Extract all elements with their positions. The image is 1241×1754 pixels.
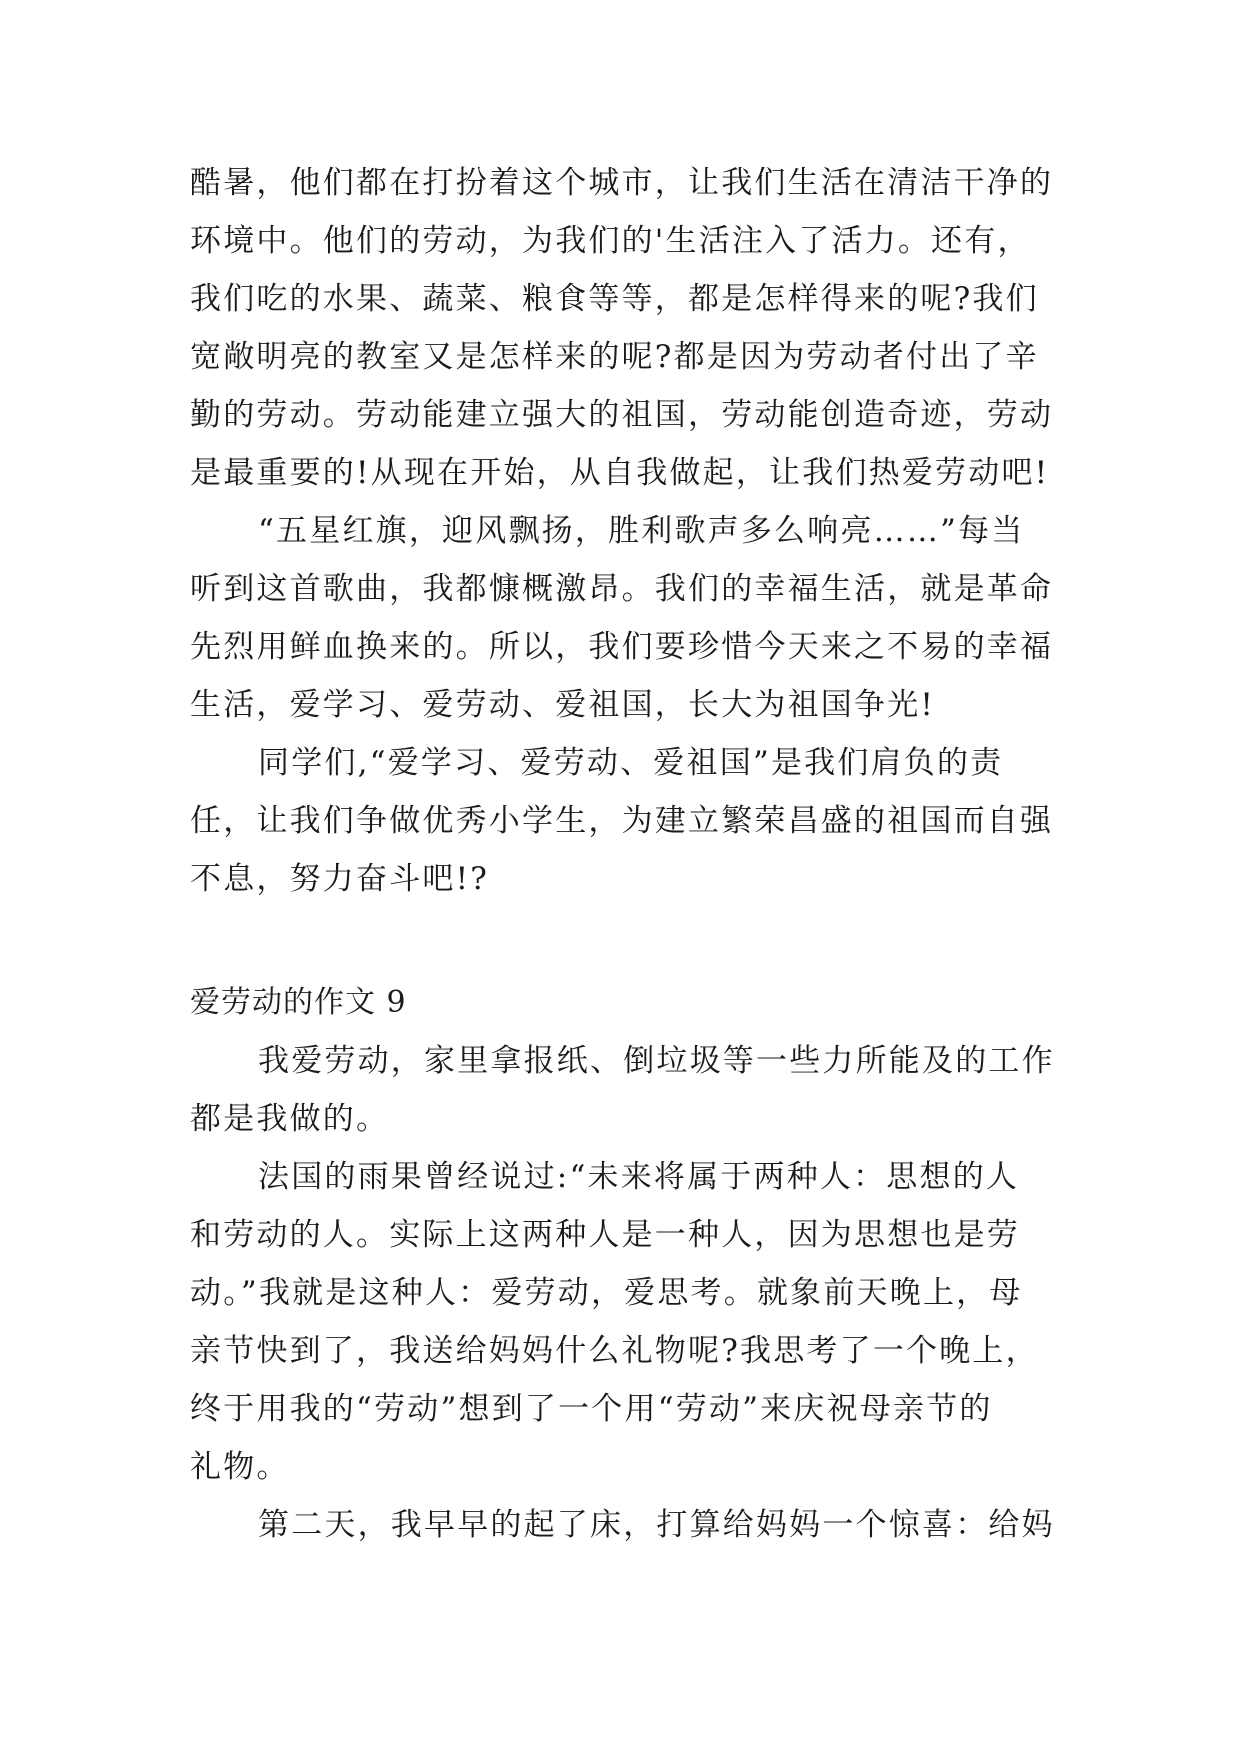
text-line: 同学们,“爱学习、爱劳动、爱祖国”是我们肩负的责 (258, 745, 1004, 781)
text-line: 终于用我的“劳动”想到了一个用“劳动”来庆祝母亲节的 (190, 1391, 993, 1427)
text-line: 第二天，我早早的起了床，打算给妈妈一个惊喜：给妈 (258, 1507, 1055, 1543)
text-line: 和劳动的人。实际上这两种人是一种人，因为思想也是劳 (190, 1217, 1020, 1253)
text-line: 都是我做的。 (190, 1101, 390, 1137)
text-line: 不息，努力奋斗吧!? (190, 861, 490, 897)
section-heading: 爱劳动的作文 9 (190, 985, 407, 1020)
text-line: 任，让我们争做优秀小学生，为建立繁荣昌盛的祖国而自强 (190, 803, 1054, 839)
body-section-2 (190, 1032, 1060, 1554)
text-line: 动。”我就是这种人：爱劳动，爱思考。就象前天晚上，母 (190, 1275, 1023, 1311)
text-line: 勤的劳动。劳动能建立强大的祖国，劳动能创造奇迹，劳动 (190, 397, 1054, 433)
text-line: 礼物。 (190, 1449, 290, 1485)
text-line: 先烈用鲜血换来的。所以，我们要珍惜今天来之不易的幸福 (190, 629, 1054, 665)
body-section-1 (190, 154, 1060, 908)
text-line: 酷暑，他们都在打扮着这个城市，让我们生活在清洁干净的 (190, 165, 1054, 201)
text-line: 亲节快到了，我送给妈妈什么礼物呢?我思考了一个晚上， (190, 1333, 1039, 1369)
text-line: “五星红旗，迎风飘扬，胜利歌声多么响亮……”每当 (258, 513, 1025, 549)
text-line: 听到这首歌曲，我都慷概激昂。我们的幸福生活，就是革命 (190, 571, 1054, 607)
text-line: 我们吃的水果、蔬菜、粮食等等，都是怎样得来的呢?我们 (190, 281, 1039, 317)
text-line: 是最重要的!从现在开始，从自我做起，让我们热爱劳动吧! (190, 455, 1050, 491)
text-line: 宽敞明亮的教室又是怎样来的呢?都是因为劳动者付出了辛 (190, 339, 1039, 375)
text-line: 生活，爱学习、爱劳动、爱祖国，长大为祖国争光! (190, 687, 936, 723)
text-line: 我爱劳动，家里拿报纸、倒垃圾等一些力所能及的工作 (258, 1043, 1055, 1079)
text-line: 环境中。他们的劳动，为我们的'生活注入了活力。还有， (190, 223, 1031, 259)
text-line: 法国的雨果曾经说过:“未来将属于两种人：思想的人 (258, 1159, 1020, 1195)
